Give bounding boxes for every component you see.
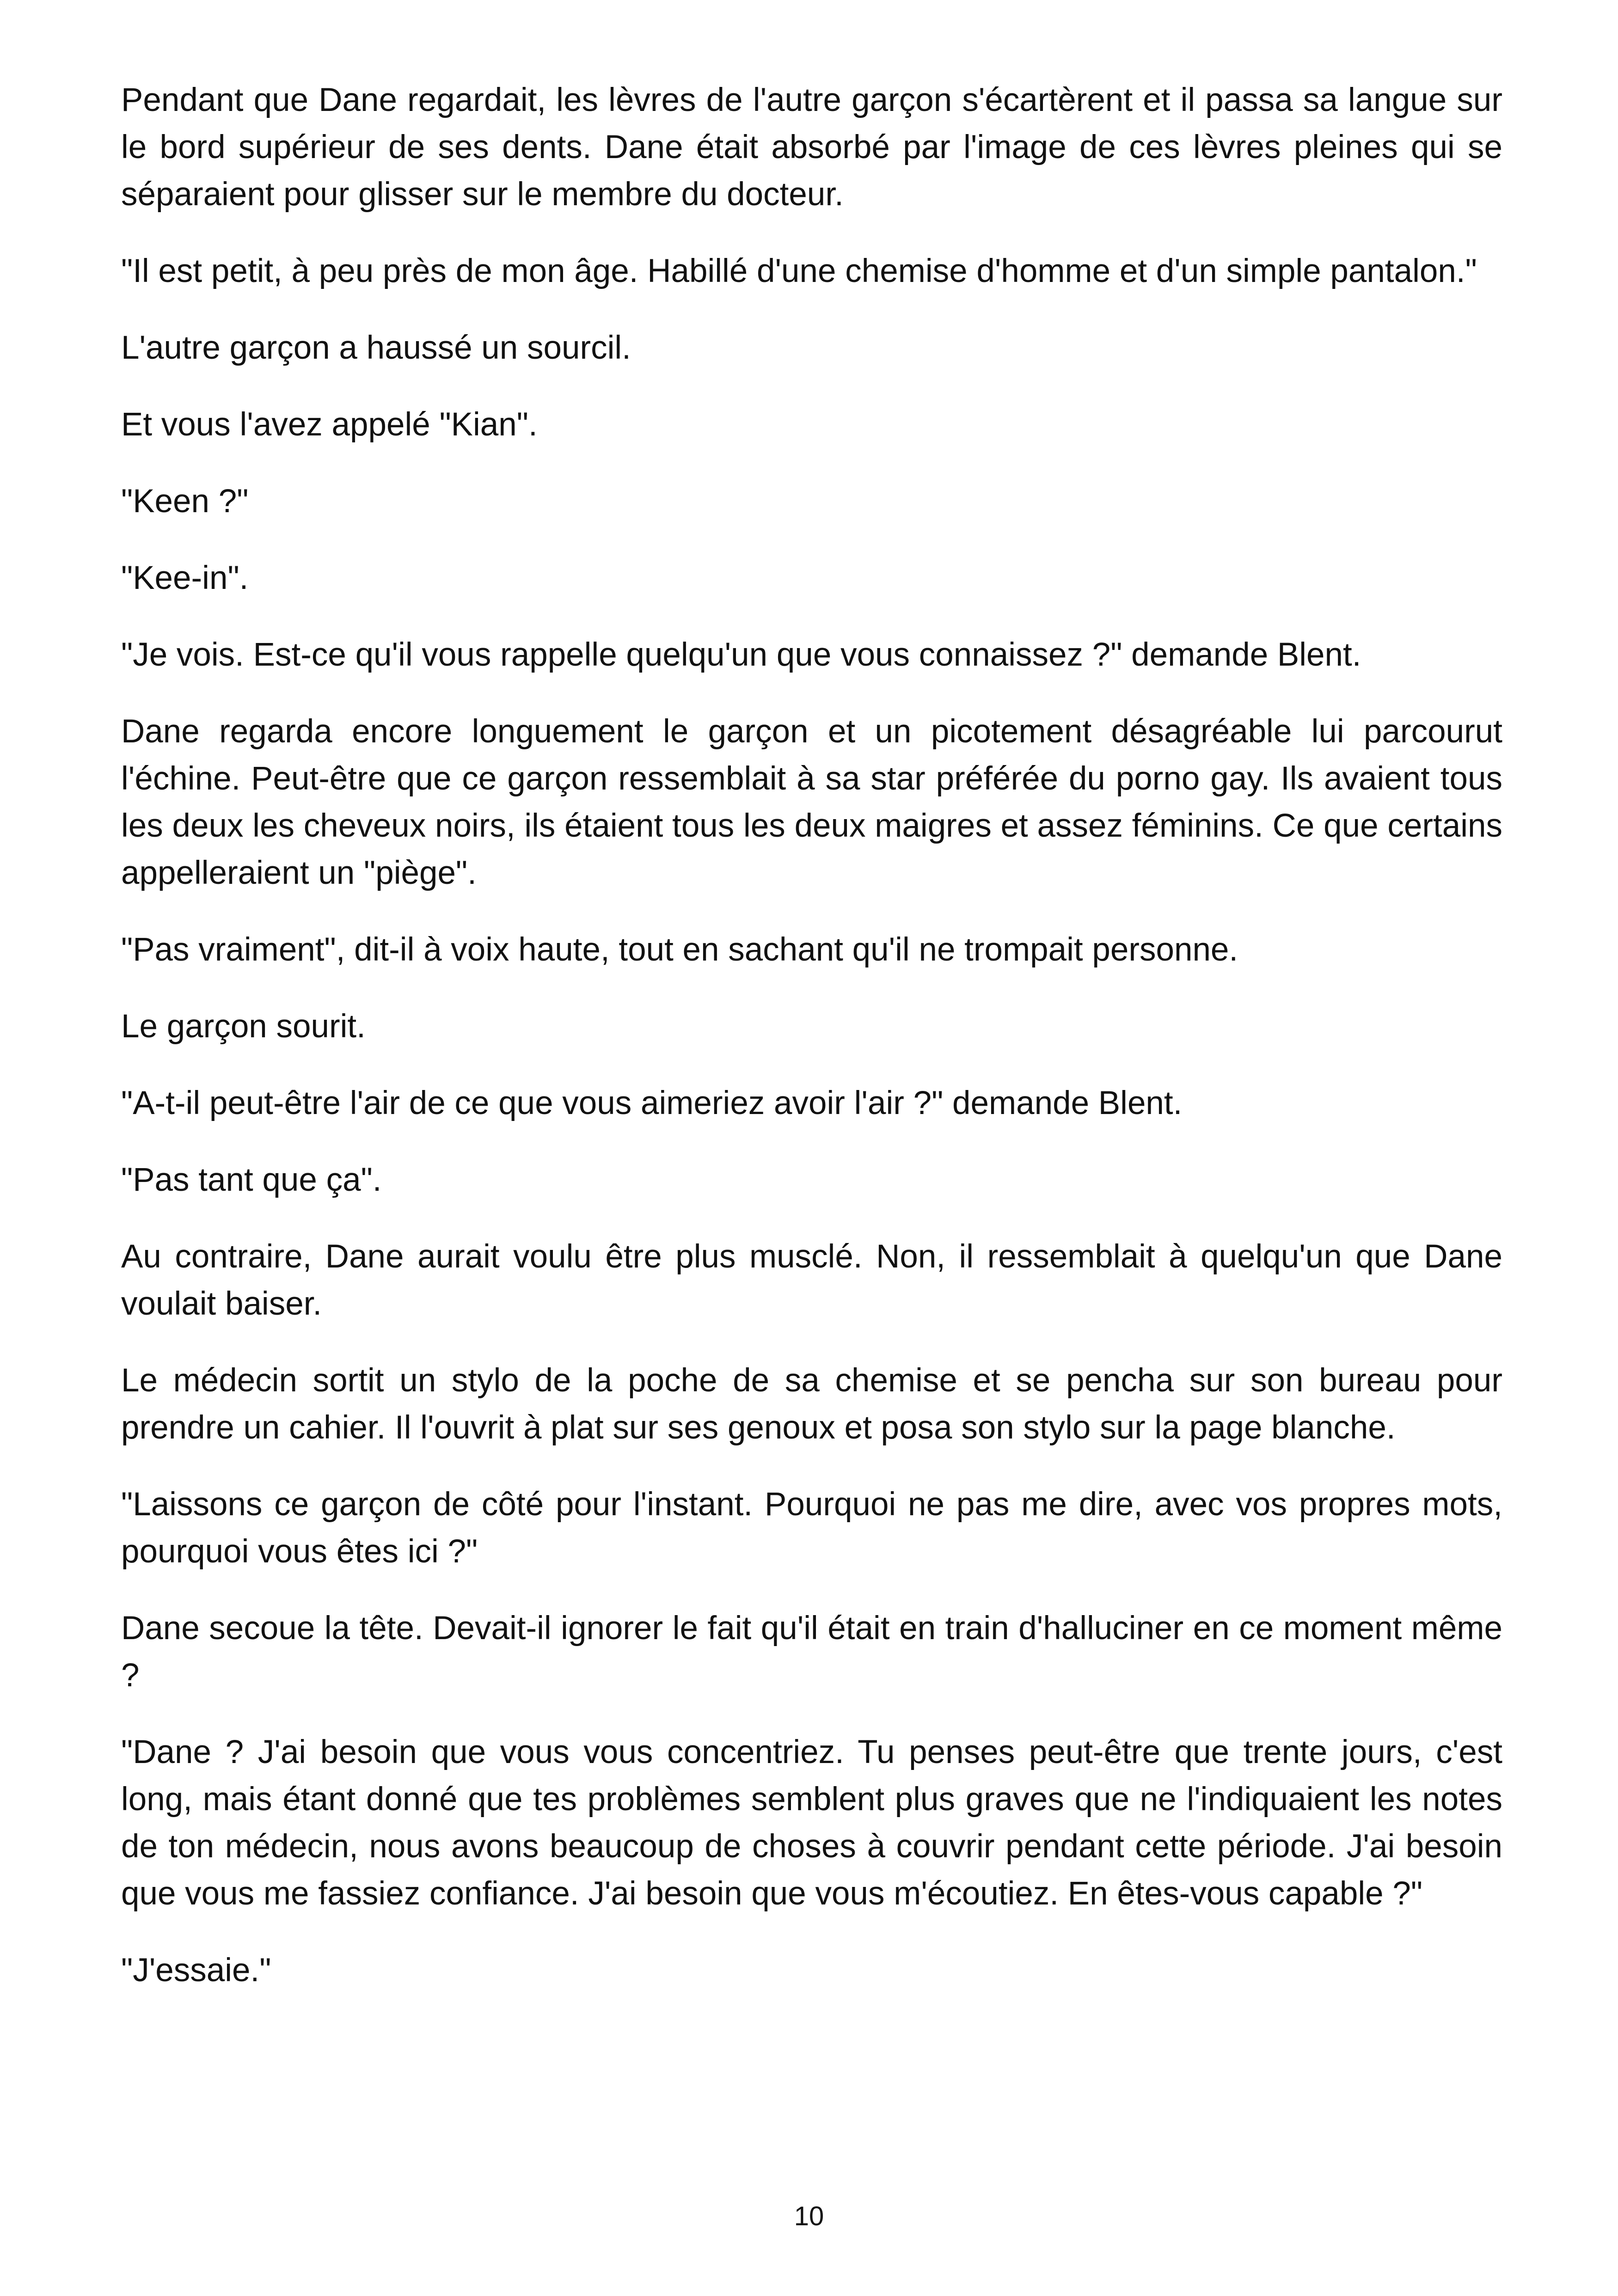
paragraph-2: "Il est petit, à peu près de mon âge. Habillé d'une chemise d'homme et d'un simple pantalon." xyxy=(121,253,1477,289)
paragraph-8: Dane regarda encore longuement le garçon et un picotement désagréable lui parcourut l'échine. Peut-être que ce garçon ressemblait à sa star préférée du porno gay. Ils avaient tous les deux les cheveux noirs, ils étaient tous les deux maigres et assez féminins. Ce que certains appelleraient un "piège". xyxy=(121,713,1502,891)
paragraph-1: Pendant que Dane regardait, les lèvres de l'autre garçon s'écartèrent et il passa sa langue sur le bord supérieur de ses dents. Dane était absorbé par l'image de ces lèvres pleines qui se séparaient pour glisser sur le membre du docteur. xyxy=(121,82,1502,213)
paragraph-10: Le garçon sourit. xyxy=(121,1008,366,1045)
paragraph-3: L'autre garçon a haussé un sourcil. xyxy=(121,330,631,366)
paragraph-11: "A-t-il peut-être l'air de ce que vous aimeriez avoir l'air ?" demande Blent. xyxy=(121,1085,1183,1121)
paragraph-9: "Pas vraiment", dit-il à voix haute, tout en sachant qu'il ne trompait personne. xyxy=(121,931,1238,968)
page-number: 10 xyxy=(794,2201,824,2231)
paragraph-14: Le médecin sortit un stylo de la poche de sa chemise et se pencha sur son bureau pour prendre un cahier. Il l'ouvrit à plat sur ses genoux et posa son stylo sur la page blanche. xyxy=(121,1362,1502,1446)
paragraph-7: "Je vois. Est-ce qu'il vous rappelle quelqu'un que vous connaissez ?" demande Blent. xyxy=(121,637,1361,673)
paragraph-6: "Kee-in". xyxy=(121,560,249,596)
paragraph-13: Au contraire, Dane aurait voulu être plus musclé. Non, il ressemblait à quelqu'un que Dane voulait baiser. xyxy=(121,1238,1502,1322)
paragraph-17: "Dane ? J'ai besoin que vous vous concentriez. Tu penses peut-être que trente jours, c'est long, mais étant donné que tes problèmes semblent plus graves que ne l'indiquaient les notes de ton médecin, nous avons beaucoup de choses à couvrir pendant cette période. J'ai besoin que vous me fassiez confiance. J'ai besoin que vous m'écoutiez. En êtes-vous capable ?" xyxy=(121,1734,1502,1912)
paragraph-18: "J'essaie." xyxy=(121,1952,271,1989)
paragraph-16: Dane secoue la tête. Devait-il ignorer le fait qu'il était en train d'halluciner en ce moment même ? xyxy=(121,1610,1502,1694)
paragraph-12: "Pas tant que ça". xyxy=(121,1162,382,1198)
body-text xyxy=(121,77,1502,2024)
paragraph-5: "Keen ?" xyxy=(121,483,249,520)
paragraph-4: Et vous l'avez appelé "Kian". xyxy=(121,406,538,443)
paragraph-15: "Laissons ce garçon de côté pour l'instant. Pourquoi ne pas me dire, avec vos propres mots, pourquoi vous êtes ici ?" xyxy=(121,1486,1502,1570)
